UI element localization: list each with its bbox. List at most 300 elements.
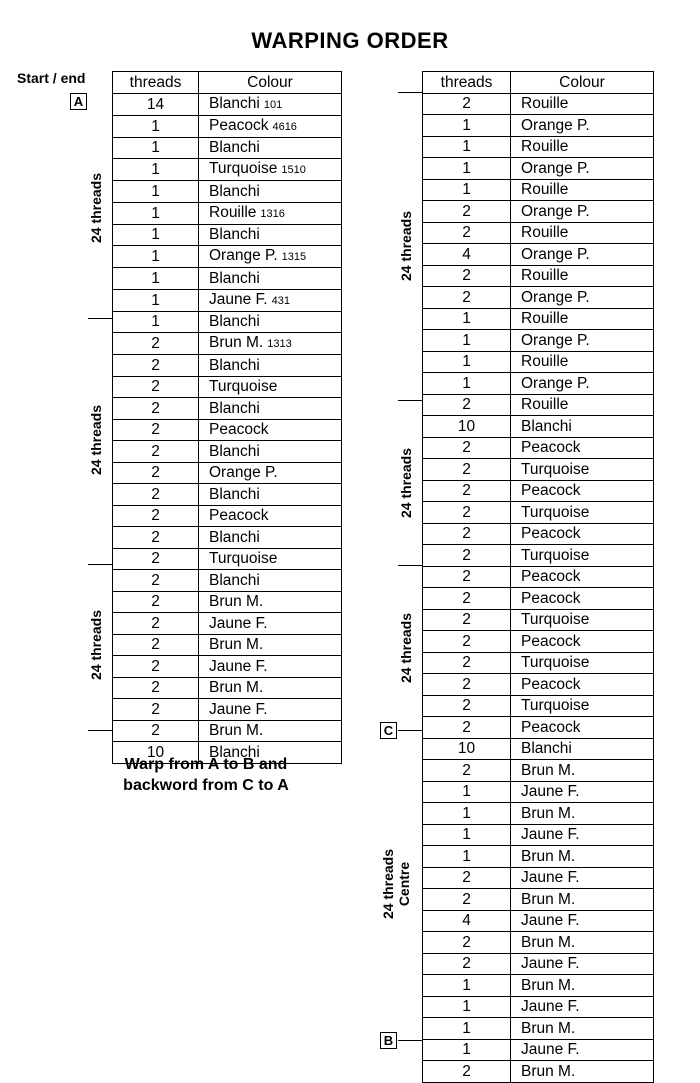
colour-cell bbox=[511, 308, 654, 330]
colour-name: Brun M. bbox=[521, 890, 576, 908]
colour-name: Turquoise bbox=[521, 611, 590, 629]
colour-name: Jaune F. bbox=[209, 290, 268, 308]
colour-name: Peacock bbox=[209, 507, 269, 525]
colour-code: 101 bbox=[263, 98, 283, 111]
colour-cell bbox=[511, 846, 654, 868]
table-row bbox=[423, 287, 654, 309]
table-row bbox=[113, 289, 342, 311]
colour-cell bbox=[511, 502, 654, 524]
table-row bbox=[113, 441, 342, 463]
thread-count-cell: 2 bbox=[423, 889, 511, 911]
table-row bbox=[423, 996, 654, 1018]
thread-count-cell: 2 bbox=[423, 631, 511, 653]
colour-cell bbox=[199, 246, 342, 268]
colour-name: Turquoise bbox=[521, 654, 590, 672]
table-row bbox=[423, 932, 654, 954]
table-row bbox=[423, 115, 654, 137]
colour-name: Jaune F. bbox=[521, 783, 580, 801]
thread-count-cell: 2 bbox=[423, 93, 511, 115]
colour-cell bbox=[511, 1039, 654, 1061]
thread-count-cell: 1 bbox=[423, 975, 511, 997]
colour-cell bbox=[511, 373, 654, 395]
colour-name: Turquoise bbox=[521, 460, 590, 478]
thread-count-cell: 2 bbox=[113, 505, 199, 527]
table-row bbox=[113, 699, 342, 721]
colour-cell bbox=[199, 634, 342, 656]
thread-count-cell: 2 bbox=[113, 699, 199, 721]
table-header-row bbox=[113, 72, 342, 94]
thread-count-cell: 1 bbox=[113, 246, 199, 268]
colour-cell bbox=[199, 311, 342, 333]
table-row bbox=[113, 355, 342, 377]
colour-cell bbox=[511, 179, 654, 201]
colour-cell bbox=[511, 566, 654, 588]
colour-name: Orange P. bbox=[521, 159, 590, 177]
thread-count-cell: 1 bbox=[113, 311, 199, 333]
colour-name: Blanchi bbox=[209, 356, 260, 374]
marker-a: A bbox=[70, 93, 87, 110]
colour-cell bbox=[511, 953, 654, 975]
colour-name: Jaune F. bbox=[521, 912, 580, 930]
thread-count-cell: 1 bbox=[423, 803, 511, 825]
table-row bbox=[423, 609, 654, 631]
table-row bbox=[423, 459, 654, 481]
colour-name: Jaune F. bbox=[521, 869, 580, 887]
thread-count-cell: 2 bbox=[423, 674, 511, 696]
left-table-body bbox=[113, 93, 342, 763]
thread-count-cell: 2 bbox=[113, 484, 199, 506]
colour-cell bbox=[199, 677, 342, 699]
thread-count-cell: 1 bbox=[423, 373, 511, 395]
colour-name: Brun M. bbox=[521, 804, 576, 822]
thread-count-cell: 2 bbox=[113, 677, 199, 699]
colour-name: Peacock bbox=[521, 482, 581, 500]
thread-count-cell: 2 bbox=[113, 333, 199, 355]
colour-name: Blanchi bbox=[209, 226, 260, 244]
thread-count-cell: 1 bbox=[423, 179, 511, 201]
table-row bbox=[423, 136, 654, 158]
colour-cell bbox=[199, 484, 342, 506]
colour-code: 1313 bbox=[267, 338, 292, 350]
table-row bbox=[423, 480, 654, 502]
left-bracket-line-1 bbox=[112, 92, 113, 318]
group-label-right-2: 24 threads bbox=[398, 447, 414, 519]
warp-instructions bbox=[96, 754, 316, 796]
colour-name: Jaune F. bbox=[521, 1041, 580, 1059]
colour-name: Jaune F. bbox=[521, 998, 580, 1016]
colour-cell bbox=[511, 932, 654, 954]
colour-name: Blanchi bbox=[209, 485, 260, 503]
left-bracket-divider-2 bbox=[88, 564, 113, 565]
colour-name: Blanchi bbox=[209, 94, 260, 112]
colour-name: Jaune F. bbox=[209, 700, 268, 718]
colour-name: Rouille bbox=[521, 396, 569, 414]
colour-cell bbox=[199, 289, 342, 311]
group-label-right-4 bbox=[380, 849, 412, 919]
table-row bbox=[113, 115, 342, 137]
colour-cell bbox=[511, 996, 654, 1018]
table-row bbox=[423, 631, 654, 653]
table-row bbox=[423, 158, 654, 180]
colour-name: Orange P. bbox=[521, 116, 590, 134]
table-row bbox=[113, 246, 342, 268]
table-row bbox=[113, 656, 342, 678]
table-row bbox=[423, 910, 654, 932]
page-title: WARPING ORDER bbox=[251, 28, 449, 53]
table-row bbox=[113, 720, 342, 742]
colour-cell bbox=[511, 652, 654, 674]
table-row bbox=[423, 1061, 654, 1083]
colour-cell bbox=[199, 570, 342, 592]
table-row bbox=[113, 570, 342, 592]
table-row bbox=[423, 588, 654, 610]
thread-count-cell: 2 bbox=[113, 527, 199, 549]
colour-cell bbox=[511, 910, 654, 932]
colour-name: Rouille bbox=[521, 353, 569, 371]
colour-cell bbox=[511, 115, 654, 137]
colour-header: Colour bbox=[199, 72, 342, 94]
colour-cell bbox=[511, 1061, 654, 1083]
thread-count-cell: 2 bbox=[113, 613, 199, 635]
colour-cell bbox=[511, 93, 654, 115]
colour-cell bbox=[199, 93, 342, 115]
thread-count-cell: 1 bbox=[423, 824, 511, 846]
colour-cell bbox=[511, 480, 654, 502]
table-row bbox=[423, 889, 654, 911]
table-row bbox=[423, 308, 654, 330]
colour-name: Blanchi bbox=[209, 528, 260, 546]
table-row bbox=[423, 545, 654, 567]
colour-name: Turquoise bbox=[521, 503, 590, 521]
table-row bbox=[113, 591, 342, 613]
colour-name: Blanchi bbox=[209, 182, 260, 200]
thread-count-cell: 1 bbox=[423, 1039, 511, 1061]
table-row bbox=[423, 394, 654, 416]
table-row bbox=[113, 634, 342, 656]
table-row bbox=[423, 803, 654, 825]
table-row bbox=[113, 181, 342, 203]
group-label-left-2: 24 threads bbox=[88, 404, 104, 476]
colour-name: Brun M. bbox=[521, 1019, 576, 1037]
table-row bbox=[423, 416, 654, 438]
thread-count-cell: 2 bbox=[113, 355, 199, 377]
threads-header: threads bbox=[423, 72, 511, 94]
thread-count-cell: 2 bbox=[423, 222, 511, 244]
colour-cell bbox=[199, 398, 342, 420]
table-row bbox=[423, 351, 654, 373]
right-bracket-line-4 bbox=[422, 730, 423, 1040]
table-row bbox=[423, 760, 654, 782]
colour-cell bbox=[199, 224, 342, 246]
left-bracket-divider-3 bbox=[88, 730, 113, 731]
table-row bbox=[113, 93, 342, 115]
table-row bbox=[423, 330, 654, 352]
right-table-body bbox=[423, 93, 654, 1082]
thread-count-cell: 1 bbox=[113, 289, 199, 311]
thread-count-cell: 1 bbox=[113, 268, 199, 290]
table-row bbox=[113, 462, 342, 484]
thread-count-cell: 10 bbox=[113, 742, 199, 764]
colour-name: Orange P. bbox=[521, 288, 590, 306]
colour-name: Blanchi bbox=[209, 399, 260, 417]
colour-cell bbox=[511, 609, 654, 631]
thread-count-cell: 10 bbox=[423, 738, 511, 760]
colour-name: Peacock bbox=[521, 718, 581, 736]
colour-code: 431 bbox=[271, 294, 290, 307]
colour-cell bbox=[511, 459, 654, 481]
thread-count-cell: 2 bbox=[423, 480, 511, 502]
colour-name: Peacock bbox=[521, 589, 581, 607]
colour-name: Peacock bbox=[521, 525, 581, 543]
table-row bbox=[113, 159, 342, 181]
colour-name: Turquoise bbox=[209, 160, 278, 177]
colour-code: 1316 bbox=[260, 207, 285, 220]
right-bracket-line-3 bbox=[422, 565, 423, 730]
thread-count-cell: 2 bbox=[113, 548, 199, 570]
thread-count-cell: 2 bbox=[423, 932, 511, 954]
colour-name: Jaune F. bbox=[209, 614, 268, 632]
colour-name: Blanchi bbox=[209, 313, 260, 331]
colour-name: Brun M. bbox=[521, 761, 576, 779]
colour-cell bbox=[511, 738, 654, 760]
table-row bbox=[113, 677, 342, 699]
colour-name: Jaune F. bbox=[209, 657, 268, 675]
colour-code: 1315 bbox=[281, 251, 307, 263]
table-row bbox=[423, 201, 654, 223]
warp-instruction-line-1: Warp from A to B and bbox=[124, 756, 288, 773]
right-warping-table bbox=[422, 71, 654, 1083]
colour-cell bbox=[511, 394, 654, 416]
colour-cell bbox=[511, 867, 654, 889]
colour-cell bbox=[511, 437, 654, 459]
colour-name: Blanchi bbox=[521, 740, 572, 758]
thread-count-cell: 2 bbox=[113, 720, 199, 742]
colour-cell bbox=[511, 803, 654, 825]
colour-name: Blanchi bbox=[209, 442, 260, 460]
table-row bbox=[113, 484, 342, 506]
thread-count-cell: 1 bbox=[423, 781, 511, 803]
thread-count-cell: 10 bbox=[423, 416, 511, 438]
table-row bbox=[423, 566, 654, 588]
colour-cell bbox=[199, 181, 342, 203]
colour-cell bbox=[511, 523, 654, 545]
colour-cell bbox=[511, 975, 654, 997]
colour-name: Blanchi bbox=[209, 743, 260, 761]
thread-count-cell: 2 bbox=[113, 441, 199, 463]
thread-count-cell: 2 bbox=[113, 591, 199, 613]
thread-count-cell: 2 bbox=[423, 287, 511, 309]
colour-name: Rouille bbox=[521, 310, 569, 328]
group-label-left-3: 24 threads bbox=[88, 609, 104, 681]
colour-name: Peacock bbox=[209, 421, 269, 439]
colour-name: Turquoise bbox=[209, 550, 278, 568]
thread-count-cell: 2 bbox=[423, 201, 511, 223]
colour-name: Blanchi bbox=[209, 571, 260, 589]
left-warping-table bbox=[112, 71, 342, 764]
thread-count-cell: 2 bbox=[423, 867, 511, 889]
thread-count-cell: 14 bbox=[113, 93, 199, 115]
thread-count-cell: 1 bbox=[423, 330, 511, 352]
table-row bbox=[423, 674, 654, 696]
left-bracket-line-3 bbox=[112, 564, 113, 730]
table-row bbox=[423, 265, 654, 287]
colour-name: Brun M. bbox=[521, 976, 576, 994]
colour-cell bbox=[199, 333, 342, 355]
right-bracket-divider-2 bbox=[398, 565, 423, 566]
table-row bbox=[423, 437, 654, 459]
table-row bbox=[423, 179, 654, 201]
colour-cell bbox=[199, 699, 342, 721]
thread-count-cell: 2 bbox=[423, 523, 511, 545]
colour-code: 1510 bbox=[281, 164, 306, 176]
table-row bbox=[423, 846, 654, 868]
colour-name: Rouille bbox=[521, 181, 569, 199]
colour-cell bbox=[199, 202, 342, 224]
colour-name: Turquoise bbox=[209, 378, 278, 396]
warp-instruction-line-2: backword from C to A bbox=[123, 777, 289, 794]
table-row bbox=[423, 717, 654, 739]
group-label-right-4-text: 24 threads bbox=[380, 848, 396, 920]
table-row bbox=[423, 975, 654, 997]
colour-cell bbox=[511, 1018, 654, 1040]
colour-cell bbox=[199, 462, 342, 484]
colour-cell bbox=[199, 137, 342, 159]
colour-name: Jaune F. bbox=[521, 955, 580, 973]
colour-cell bbox=[199, 441, 342, 463]
colour-cell bbox=[199, 419, 342, 441]
table-row bbox=[423, 373, 654, 395]
thread-count-cell: 2 bbox=[113, 462, 199, 484]
colour-name: Orange P. bbox=[521, 331, 590, 349]
thread-count-cell: 1 bbox=[423, 115, 511, 137]
thread-count-cell: 1 bbox=[113, 202, 199, 224]
colour-cell bbox=[511, 889, 654, 911]
colour-name: Peacock bbox=[521, 632, 581, 650]
colour-name: Blanchi bbox=[209, 139, 260, 157]
thread-count-cell: 2 bbox=[423, 609, 511, 631]
table-row bbox=[423, 93, 654, 115]
colour-name: Brun M. bbox=[209, 334, 264, 351]
colour-name: Peacock bbox=[209, 116, 269, 134]
colour-cell bbox=[511, 416, 654, 438]
colour-name: Brun M. bbox=[521, 847, 576, 865]
colour-cell bbox=[199, 720, 342, 742]
thread-count-cell: 4 bbox=[423, 244, 511, 266]
thread-count-cell: 2 bbox=[423, 566, 511, 588]
thread-count-cell: 1 bbox=[113, 181, 199, 203]
colour-cell bbox=[199, 355, 342, 377]
threads-header: threads bbox=[113, 72, 199, 94]
table-row bbox=[423, 1039, 654, 1061]
colour-name: Orange P. bbox=[521, 245, 590, 263]
table-row bbox=[113, 548, 342, 570]
colour-cell bbox=[511, 781, 654, 803]
right-bracket-line-2 bbox=[422, 400, 423, 565]
colour-name: Brun M. bbox=[521, 933, 576, 951]
table-row bbox=[113, 613, 342, 635]
colour-name: Peacock bbox=[521, 675, 581, 693]
colour-cell bbox=[511, 244, 654, 266]
colour-cell bbox=[199, 268, 342, 290]
colour-header: Colour bbox=[511, 72, 654, 94]
thread-count-cell: 2 bbox=[423, 394, 511, 416]
table-row bbox=[423, 781, 654, 803]
colour-name: Peacock bbox=[521, 439, 581, 457]
right-bracket-line-1 bbox=[422, 92, 423, 400]
table-row bbox=[423, 695, 654, 717]
table-row bbox=[423, 222, 654, 244]
right-bracket-divider-3 bbox=[398, 730, 423, 731]
thread-count-cell: 2 bbox=[423, 652, 511, 674]
colour-cell bbox=[199, 527, 342, 549]
colour-name: Orange P. bbox=[521, 202, 590, 220]
colour-name: Rouille bbox=[521, 138, 569, 156]
table-row bbox=[113, 137, 342, 159]
colour-cell bbox=[511, 265, 654, 287]
table-row bbox=[423, 953, 654, 975]
table-row bbox=[423, 502, 654, 524]
thread-count-cell: 2 bbox=[423, 953, 511, 975]
colour-cell bbox=[511, 631, 654, 653]
thread-count-cell: 2 bbox=[423, 265, 511, 287]
colour-cell bbox=[511, 330, 654, 352]
thread-count-cell: 2 bbox=[113, 398, 199, 420]
left-bracket-line-2 bbox=[112, 318, 113, 564]
table-row bbox=[423, 738, 654, 760]
table-row bbox=[113, 202, 342, 224]
colour-cell bbox=[199, 656, 342, 678]
thread-count-cell: 2 bbox=[113, 634, 199, 656]
table-row bbox=[113, 398, 342, 420]
colour-code: 4616 bbox=[272, 120, 297, 133]
colour-cell bbox=[511, 222, 654, 244]
table-row bbox=[113, 505, 342, 527]
thread-count-cell: 2 bbox=[423, 588, 511, 610]
table-row bbox=[423, 244, 654, 266]
right-bracket-divider-1 bbox=[398, 400, 423, 401]
table-header-row bbox=[423, 72, 654, 94]
colour-cell bbox=[199, 548, 342, 570]
group-label-right-3: 24 threads bbox=[398, 612, 414, 684]
colour-cell bbox=[511, 824, 654, 846]
colour-cell bbox=[511, 287, 654, 309]
thread-count-cell: 2 bbox=[423, 437, 511, 459]
thread-count-cell: 1 bbox=[423, 1018, 511, 1040]
colour-name: Rouille bbox=[209, 203, 257, 221]
colour-name: Brun M. bbox=[209, 593, 264, 611]
colour-cell bbox=[511, 136, 654, 158]
thread-count-cell: 1 bbox=[113, 137, 199, 159]
thread-count-cell: 1 bbox=[113, 224, 199, 246]
marker-c: C bbox=[380, 722, 397, 739]
thread-count-cell: 1 bbox=[113, 159, 199, 181]
centre-label: Centre bbox=[396, 861, 412, 907]
table-row bbox=[113, 376, 342, 398]
colour-name: Orange P. bbox=[521, 374, 590, 392]
colour-name: Peacock bbox=[521, 568, 581, 586]
thread-count-cell: 2 bbox=[423, 717, 511, 739]
colour-cell bbox=[199, 505, 342, 527]
colour-cell bbox=[199, 115, 342, 137]
thread-count-cell: 2 bbox=[423, 1061, 511, 1083]
thread-count-cell: 1 bbox=[423, 158, 511, 180]
right-bracket-divider-4 bbox=[398, 1040, 423, 1041]
marker-b: B bbox=[380, 1032, 397, 1049]
colour-name: Brun M. bbox=[521, 1062, 576, 1080]
colour-name: Rouille bbox=[521, 224, 569, 242]
table-row bbox=[113, 224, 342, 246]
thread-count-cell: 2 bbox=[423, 760, 511, 782]
